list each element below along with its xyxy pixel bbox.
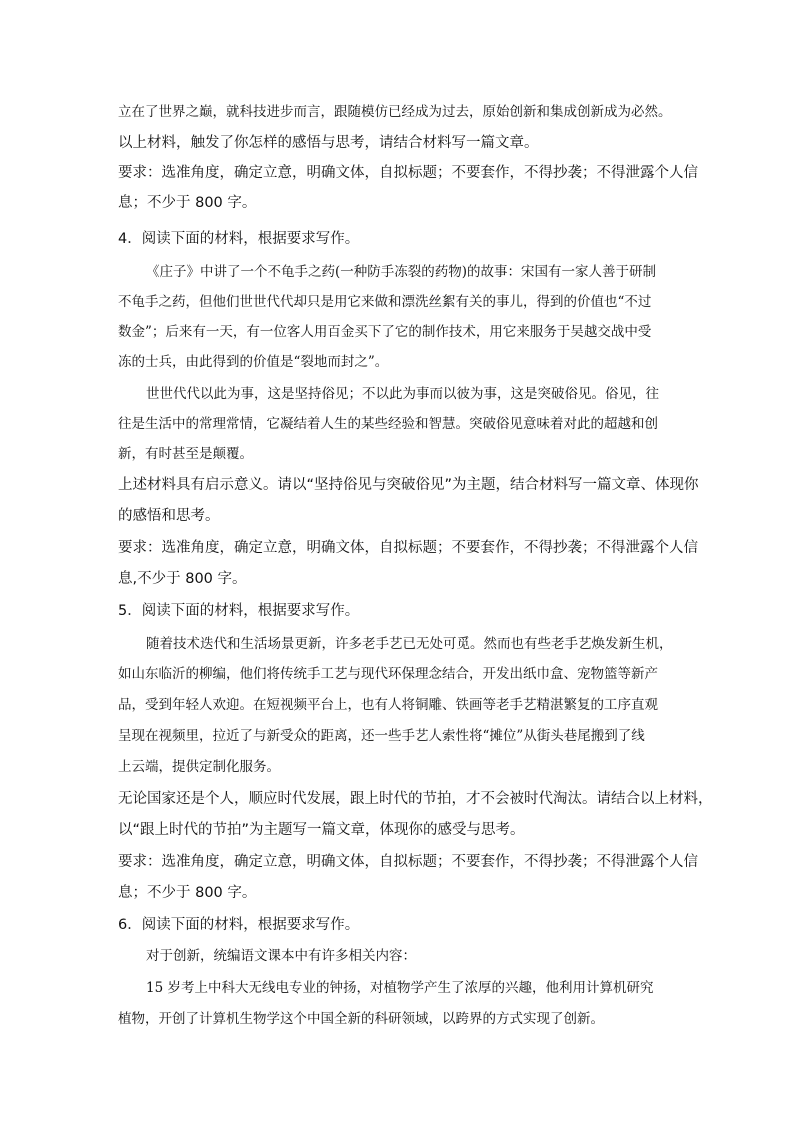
text-line: 以“跟上时代的节拍”为主题写一篇文章，体现你的感受与思考。 (118, 822, 525, 838)
text-line: 呈现在视频里，拉近了与新受众的距离，还一些手艺人索性将“摊位”从街头巷尾搬到了线 (118, 728, 645, 744)
text-line: 要求：选准角度，确定立意，明确文体，自拟标题；不要套作，不得抄袭；不得泄露个人信 (118, 540, 698, 556)
question-heading: 6．阅读下面的材料，根据要求写作。 (118, 917, 360, 933)
text-line: 品，受到年轻人欢迎。在短视频平台上，也有人将铜雕、铁画等老手艺精湛繁复的工序直观 (118, 697, 658, 713)
text-line: 以上材料，触发了你怎样的感悟与思考，请结合材料写一篇文章。 (118, 135, 539, 151)
text-line: 冻的士兵，由此得到的价值是“裂地而封之”。 (118, 354, 389, 370)
text-line: 息；不少于 800 字。 (118, 195, 257, 211)
text-line: 的感悟和思考。 (118, 508, 220, 524)
text-line: 15 岁考上中科大无线电专业的钟扬，对植物学产生了浓厚的兴趣，他利用计算机研究 (146, 980, 654, 996)
text-line: 世世代代以此为事，这是坚持俗见；不以此为事而以彼为事，这是突破俗见。俗见，往 (146, 386, 659, 402)
text-line: 息,不少于 800 字。 (118, 571, 247, 587)
text-line: 不龟手之药，但他们世世代代却只是用它来做和漂洗丝絮有关的事儿，得到的价值也“不过 (118, 294, 652, 310)
text-line: 上云端，提供定制化服务。 (118, 759, 280, 775)
question-heading: 4．阅读下面的材料，根据要求写作。 (118, 231, 360, 247)
text-line: 要求：选准角度，确定立意，明确文体，自拟标题；不要套作，不得抄袭；不得泄露个人信 (118, 854, 698, 870)
text-line: 往是生活中的常理常情，它凝结着人生的某些经验和智慧。突破俗见意味着对此的超越和创 (118, 416, 658, 432)
text-line: 要求：选准角度，确定立意，明确文体，自拟标题；不要套作，不得抄袭；不得泄露个人信 (118, 165, 698, 181)
text-line: 立在了世界之巅，就科技进步而言，跟随模仿已经成为过去，原始创新和集成创新成为必然。 (118, 104, 672, 120)
text-line: 无论国家还是个人，顺应时代发展，跟上时代的节拍，才不会被时代淘汰。请结合以上材料， (118, 791, 713, 807)
text-line: 《庄子》中讲了一个不龟手之药(一种防手冻裂的药物)的故事：宋国有一家人善于研制 (146, 264, 657, 280)
question-heading: 5．阅读下面的材料，根据要求写作。 (118, 603, 360, 619)
text-line: 数金”；后来有一天，有一位客人用百金买下了它的制作技术，用它来服务于吴越交战中受 (118, 324, 652, 340)
text-line: 植物，开创了计算机生物学这个中国全新的科研领域，以跨界的方式实现了创新。 (118, 1011, 604, 1027)
text-line: 随着技术迭代和生活场景更新，许多老手艺已无处可觅。然而也有些老手艺焕发新生机， (146, 636, 673, 652)
text-line: 上述材料具有启示意义。请以“坚持俗见与突破俗见”为主题，结合材料写一篇文章、体现你 (118, 477, 699, 493)
text-line: 息；不少于 800 字。 (118, 885, 257, 901)
text-line: 新，有时甚至是颠覆。 (118, 446, 253, 462)
text-line: 如山东临沂的柳编，他们将传统手工艺与现代环保理念结合，开发出纸巾盒、宠物篮等新产 (118, 666, 658, 682)
text-line: 对于创新，统编语文课本中有许多相关内容： (146, 948, 416, 964)
